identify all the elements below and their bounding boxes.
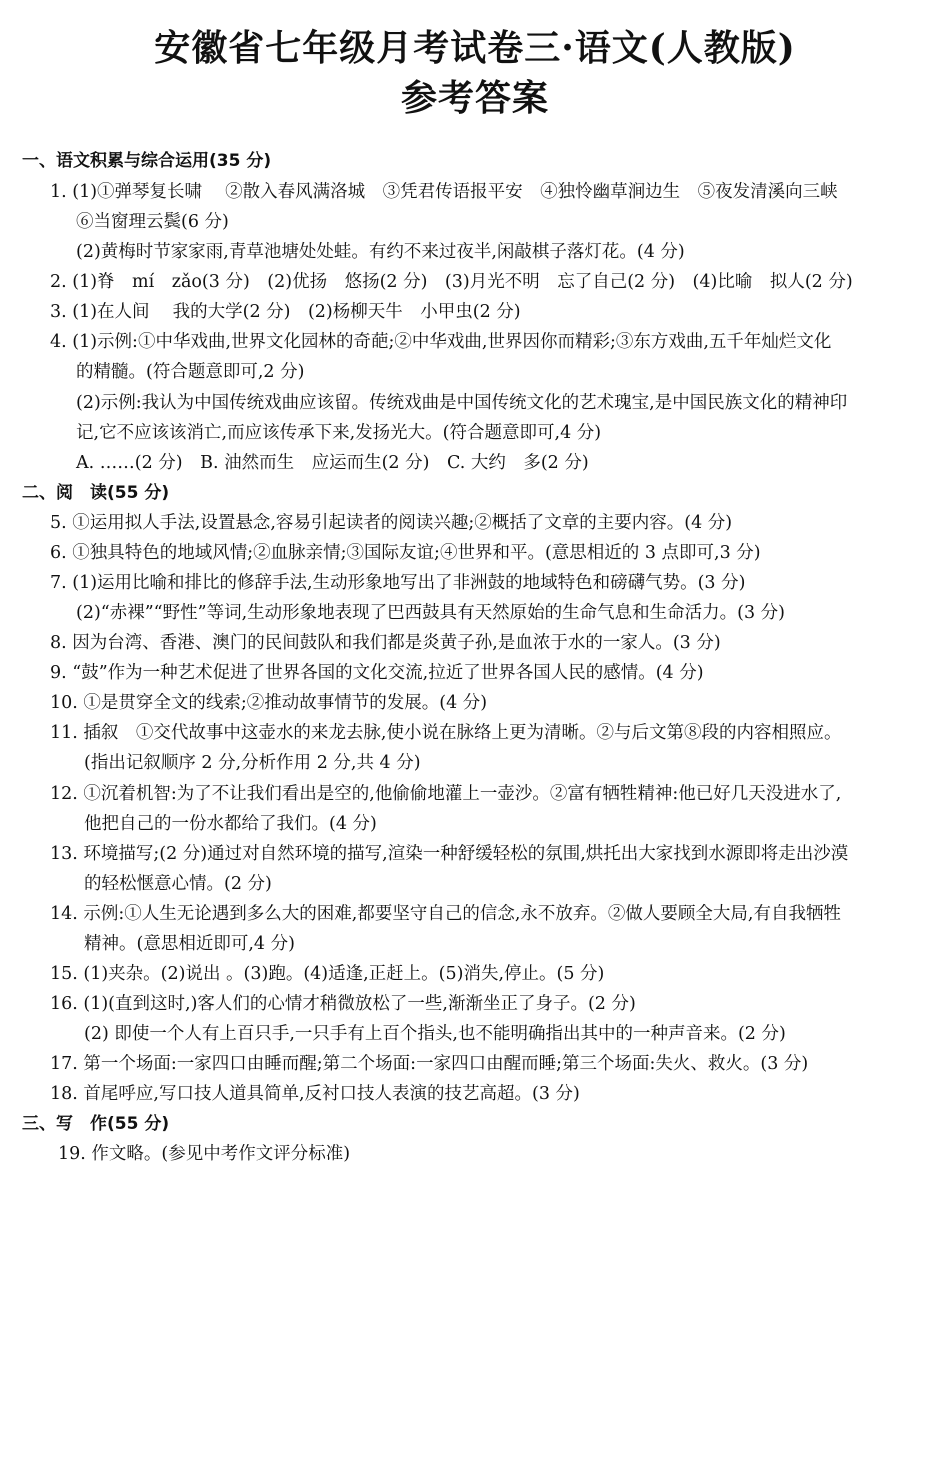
l11: 二、阅 读(55 分): [22, 483, 170, 503]
l31: 18. 首尾呼应,写口技人道具简单,反衬口技人表演的技艺高超。(3 分): [50, 1084, 580, 1104]
l32: 三、写 作(55 分): [22, 1114, 170, 1134]
l5: 3. (1)在人间 我的大学(2 分) (2)杨柳天牛 小甲虫(2 分): [50, 302, 521, 322]
l12: 5. ①运用拟人手法,设置悬念,容易引起读者的阅读兴趣;②概括了文章的主要内容。(4 分): [50, 513, 733, 533]
l25: 14. 示例:①人生无论遇到多么大的困难,都要坚守自己的信念,永不放弃。②做人要顾全大局,有自我牺牲: [50, 904, 841, 924]
l0: 一、语文积累与综合运用(35 分): [22, 151, 272, 171]
l19: 11. 插叙 ①交代故事中这壶水的来龙去脉,使小说在脉络上更为清晰。②与后文第⑧段的内容相照应。: [50, 723, 842, 743]
l16: 8. 因为台湾、香港、澳门的民间鼓队和我们都是炎黄子孙,是血浓于水的一家人。(3 分): [50, 633, 721, 653]
l8: (2)示例:我认为中国传统戏曲应该留。传统戏曲是中国传统文化的艺术瑰宝,是中国民族文化的精神印: [76, 393, 848, 413]
l27: 15. (1)夹杂。(2)说出 。(3)跑。(4)适逢,正赶上。(5)消失,停止。(5 分): [50, 964, 605, 984]
l21: 12. ①沉着机智:为了不让我们看出是空的,他偷偷地灌上一壶沙。②富有牺牲精神:他已好几天没进水了,: [50, 784, 842, 804]
l28: 16. (1)(直到这时,)客人们的心情才稍微放松了一些,渐渐坐正了身子。(2 分): [50, 994, 636, 1014]
l15: (2)“赤裸”“野性”等词,生动形象地表现了巴西鼓具有天然原始的生命气息和生命活力。(3 分): [76, 603, 785, 623]
l4: 2. (1)脊 mí zǎo(3 分) (2)优扬 悠扬(2 分) (3)月光不明 忘了自己(2 分) (4)比喻 拟人(2 分): [50, 272, 853, 292]
l29: (2) 即使一个人有上百只手,一只手有上百个指头,也不能明确指出其中的一种声音来。(2 分): [84, 1024, 786, 1044]
l26: 精神。(意思相近即可,4 分): [84, 934, 295, 954]
document-title: 安徽省七年级月考试卷三·语文(人教版): [154, 27, 796, 69]
l24: 的轻松惬意心情。(2 分): [84, 874, 272, 894]
l6: 4. (1)示例:①中华戏曲,世界文化园林的奇葩;②中华戏曲,世界因你而精彩;③东方戏曲,五千年灿烂文化: [50, 332, 832, 352]
l23: 13. 环境描写;(2 分)通过对自然环境的描写,渲染一种舒缓轻松的氛围,烘托出大家找到水源即将走出沙漠: [50, 844, 849, 864]
l18: 10. ①是贯穿全文的线索;②推动故事情节的发展。(4 分): [50, 693, 488, 713]
l3: (2)黄梅时节家家雨,青草池塘处处蛙。有约不来过夜半,闲敲棋子落灯花。(4 分): [76, 242, 685, 262]
l20: (指出记叙顺序 2 分,分析作用 2 分,共 4 分): [84, 753, 421, 773]
l30: 17. 第一个场面:一家四口由睡而醒;第二个场面:一家四口由醒而睡;第三个场面:失火、救火。(3 分): [50, 1054, 809, 1074]
document-subtitle: 参考答案: [400, 77, 549, 119]
l33: 19. 作文略。(参见中考作文评分标准): [58, 1144, 351, 1164]
l14: 7. (1)运用比喻和排比的修辞手法,生动形象地写出了非洲鼓的地域特色和磅礴气势。(3 分): [50, 573, 746, 593]
l17: 9. “鼓”作为一种艺术促进了世界各国的文化交流,拉近了世界各国人民的感情。(4 分): [50, 663, 704, 683]
l2: ⑥当窗理云鬓(6 分): [76, 212, 229, 232]
l22: 他把自己的一份水都给了我们。(4 分): [84, 814, 377, 834]
l10: A. ……(2 分) B. 油然而生 应运而生(2 分) C. 大约 多(2 分): [76, 453, 589, 473]
l7: 的精髓。(符合题意即可,2 分): [76, 362, 305, 382]
l1: 1. (1)①弹琴复长啸 ②散入春风满洛城 ③凭君传语报平安 ④独怜幽草涧边生 ⑤夜发清溪向三峡: [50, 182, 838, 202]
l9: 记,它不应该该消亡,而应该传承下来,发扬光大。(符合题意即可,4 分): [76, 423, 602, 443]
l13: 6. ①独具特色的地域风情;②血脉亲情;③国际友谊;④世界和平。(意思相近的 3 点即可,3 分): [50, 543, 761, 563]
